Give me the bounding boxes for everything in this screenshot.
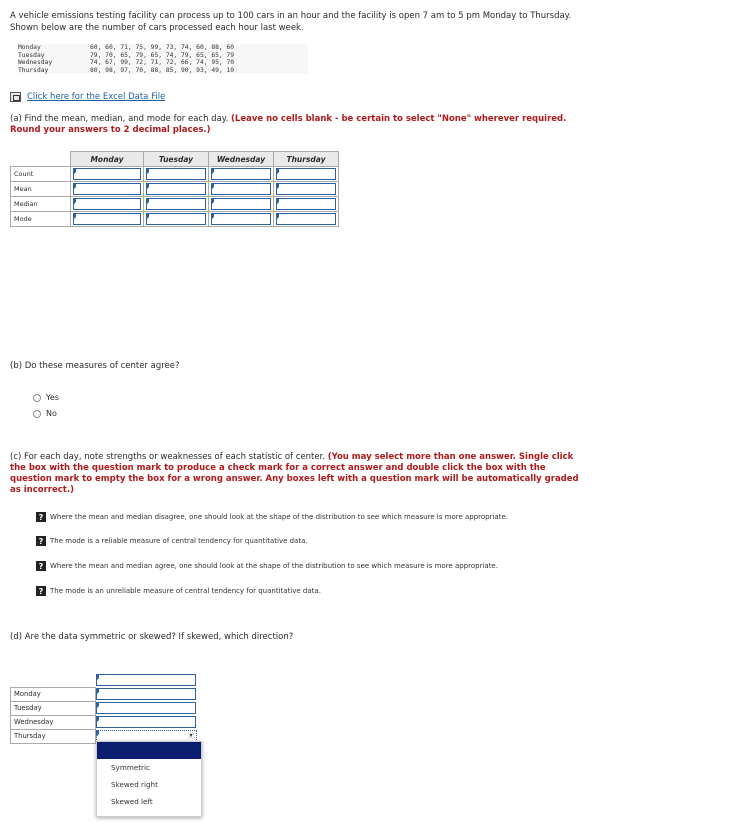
data-values: 74, 67, 99, 72, 71, 72, 66, 74, 95, 70 bbox=[90, 59, 235, 67]
part-c-question bbox=[10, 452, 590, 496]
part-b-question: (b) Do these measures of center agree? bbox=[10, 361, 180, 371]
row-label-mode: Mode bbox=[11, 212, 71, 227]
mean-monday-input[interactable] bbox=[73, 183, 141, 195]
part-a-instruction: (Leave no cells blank - be certain to select "None" wherever required. Round your answers to 2 decimal places.) bbox=[10, 114, 567, 135]
median-wednesday-input[interactable] bbox=[211, 198, 271, 210]
row-label-mean: Mean bbox=[11, 182, 71, 197]
intro-text bbox=[10, 10, 610, 34]
question-mark-checkbox[interactable]: ? bbox=[36, 536, 46, 546]
row-label-count: Count bbox=[11, 167, 71, 182]
radio-circle[interactable] bbox=[33, 410, 41, 418]
col-header-tuesday: Tuesday bbox=[144, 152, 209, 167]
excel-file-icon[interactable] bbox=[10, 92, 21, 102]
data-row bbox=[18, 67, 308, 75]
median-monday-input[interactable] bbox=[73, 198, 141, 210]
data-row bbox=[18, 52, 308, 60]
cell bbox=[274, 197, 339, 212]
dropdown-option-skewed-left[interactable]: Skewed left bbox=[111, 797, 153, 806]
question-mark-checkbox[interactable]: ? bbox=[36, 586, 46, 596]
data-row bbox=[18, 59, 308, 67]
data-values: 79, 70, 65, 79, 65, 74, 79, 65, 65, 79 bbox=[90, 51, 235, 59]
row-label-thursday: Thursday bbox=[11, 729, 96, 743]
table-row bbox=[11, 673, 197, 687]
cell bbox=[96, 687, 197, 701]
table-row bbox=[11, 715, 197, 729]
option-label: Where the mean and median agree, one should look at the shape of the distribution to see which measure is more appropriate. bbox=[50, 562, 498, 570]
data-day: Wednesday bbox=[18, 59, 53, 67]
cell bbox=[144, 182, 209, 197]
mode-tuesday-input[interactable] bbox=[146, 213, 206, 225]
part-d-table bbox=[10, 673, 197, 744]
cell bbox=[71, 182, 144, 197]
intro-line-1: A vehicle emissions testing facility can process up to 100 cars in an hour and the facility is open 7 am to 5 pm Monday to Thursday. bbox=[10, 11, 572, 21]
data-day: Thursday bbox=[18, 66, 49, 74]
table-row bbox=[11, 687, 197, 701]
data-block bbox=[18, 44, 308, 74]
question-mark-checkbox[interactable]: ? bbox=[36, 512, 46, 522]
mode-wednesday-input[interactable] bbox=[211, 213, 271, 225]
data-day: Tuesday bbox=[18, 51, 45, 59]
cell bbox=[274, 212, 339, 227]
part-c-text: (c) For each day, note strengths or weaknesses of each statistic of center. bbox=[10, 452, 325, 462]
table-row bbox=[11, 701, 197, 715]
radio-no[interactable] bbox=[33, 409, 57, 418]
cell bbox=[144, 197, 209, 212]
row-label-monday: Monday bbox=[11, 687, 96, 701]
skew-dropdown-menu bbox=[96, 741, 202, 817]
data-day: Monday bbox=[18, 44, 41, 51]
row-label-wednesday: Wednesday bbox=[11, 715, 96, 729]
part-c-option[interactable] bbox=[36, 536, 308, 546]
part-a-table bbox=[10, 151, 339, 227]
mean-thursday-input[interactable] bbox=[276, 183, 336, 195]
radio-yes[interactable] bbox=[33, 393, 59, 402]
mean-wednesday-input[interactable] bbox=[211, 183, 271, 195]
cell bbox=[71, 212, 144, 227]
median-tuesday-input[interactable] bbox=[146, 198, 206, 210]
part-d-question: (d) Are the data symmetric or skewed? If skewed, which direction? bbox=[10, 632, 294, 642]
radio-label: No bbox=[46, 409, 57, 418]
cell bbox=[274, 167, 339, 182]
median-thursday-input[interactable] bbox=[276, 198, 336, 210]
count-tuesday-input[interactable] bbox=[146, 168, 206, 180]
dropdown-highlight-item[interactable] bbox=[97, 742, 201, 759]
row-label-median: Median bbox=[11, 197, 71, 212]
cell bbox=[71, 197, 144, 212]
count-thursday-input[interactable] bbox=[276, 168, 336, 180]
part-c-instruction: (You may select more than one answer. Single click the box with the question mark to produce a check mark for a correct answer and double click the box with the question mark to empty the box for a wrong answer. Any boxes left with a question mark will be automatically graded as incorrect.) bbox=[10, 452, 579, 495]
part-a-text: (a) Find the mean, median, and mode for each day. bbox=[10, 114, 229, 124]
skew-select-header[interactable] bbox=[96, 674, 197, 686]
cell bbox=[144, 167, 209, 182]
blank-label bbox=[11, 673, 96, 687]
chevron-down-icon[interactable]: ▾ bbox=[189, 732, 193, 739]
cell bbox=[71, 167, 144, 182]
table-row bbox=[11, 182, 339, 197]
cell bbox=[96, 673, 197, 687]
table-row bbox=[11, 197, 339, 212]
cell bbox=[274, 182, 339, 197]
cell bbox=[209, 182, 274, 197]
cell bbox=[96, 701, 197, 715]
radio-label: Yes bbox=[46, 393, 59, 402]
skew-select-wednesday[interactable] bbox=[96, 716, 196, 728]
table-row bbox=[11, 167, 339, 182]
cell bbox=[144, 212, 209, 227]
option-label: The mode is an unreliable measure of central tendency for quantitative data. bbox=[50, 587, 321, 595]
mean-tuesday-input[interactable] bbox=[146, 183, 206, 195]
data-values: 80, 98, 97, 70, 88, 85, 90, 93, 49, 10 bbox=[90, 66, 235, 74]
skew-select-monday[interactable] bbox=[96, 688, 196, 700]
part-a-question bbox=[10, 114, 590, 136]
excel-link-row[interactable] bbox=[10, 92, 165, 102]
cell bbox=[209, 212, 274, 227]
option-label: Where the mean and median disagree, one should look at the shape of the distribution to see which measure is more appropriate. bbox=[50, 513, 509, 521]
count-wednesday-input[interactable] bbox=[211, 168, 271, 180]
question-mark-checkbox[interactable]: ? bbox=[36, 561, 46, 571]
radio-circle[interactable] bbox=[33, 394, 41, 402]
part-c-option[interactable] bbox=[36, 561, 498, 571]
dropdown-option-skewed-right[interactable]: Skewed right bbox=[111, 780, 158, 789]
data-values: 60, 60, 71, 75, 99, 73, 74, 60, 88, 60 bbox=[90, 44, 235, 51]
col-header-monday: Monday bbox=[71, 152, 144, 167]
part-c-option[interactable] bbox=[36, 586, 321, 596]
option-label: The mode is a reliable measure of central tendency for quantitative data. bbox=[50, 537, 308, 545]
cell bbox=[96, 715, 197, 729]
mode-monday-input[interactable] bbox=[73, 213, 141, 225]
table-header-row bbox=[11, 152, 339, 167]
col-header-wednesday: Wednesday bbox=[209, 152, 274, 167]
part-c-option[interactable] bbox=[36, 512, 508, 522]
cell bbox=[209, 167, 274, 182]
dropdown-option-symmetric[interactable]: Symmetric bbox=[111, 763, 150, 772]
table-row bbox=[11, 212, 339, 227]
skew-select-tuesday[interactable] bbox=[96, 702, 196, 714]
data-row bbox=[18, 44, 308, 52]
count-monday-input[interactable] bbox=[73, 168, 141, 180]
intro-line-2: Shown below are the number of cars processed each hour last week. bbox=[10, 23, 304, 33]
col-header-thursday: Thursday bbox=[274, 152, 339, 167]
table-corner bbox=[11, 152, 71, 167]
row-label-tuesday: Tuesday bbox=[11, 701, 96, 715]
excel-data-link[interactable]: Click here for the Excel Data File bbox=[27, 92, 166, 102]
mode-thursday-input[interactable] bbox=[276, 213, 336, 225]
cell bbox=[209, 197, 274, 212]
